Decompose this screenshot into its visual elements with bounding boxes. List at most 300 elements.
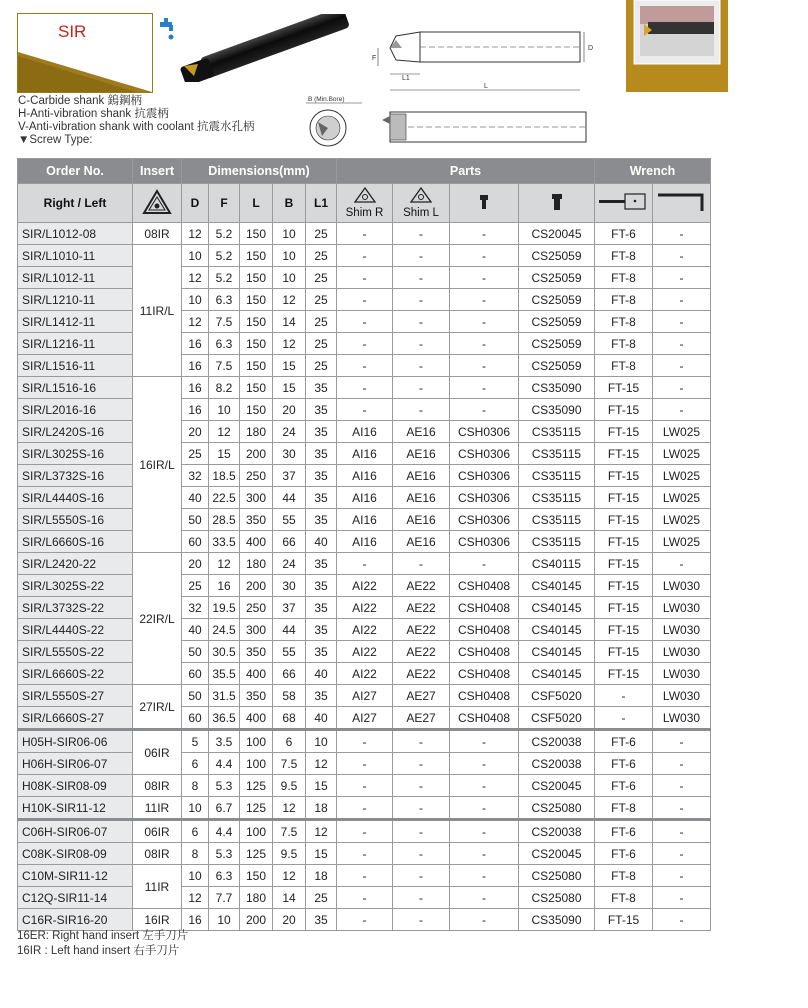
table-row xyxy=(18,641,711,663)
cell-shim-screw: - xyxy=(450,775,519,797)
cell-l1: 40 xyxy=(306,663,337,685)
cell-insert: 08IR xyxy=(133,775,182,797)
cell-torx-wrench: FT-6 xyxy=(595,843,653,865)
cell-shim-screw: - xyxy=(450,909,519,931)
cell-l: 300 xyxy=(240,487,273,509)
cell-l1: 25 xyxy=(306,333,337,355)
header-b: B xyxy=(273,184,306,223)
drawing-l-label: L xyxy=(484,83,488,90)
cell-shim-screw: CSH0306 xyxy=(450,421,519,443)
cell-order-no: C06H-SIR06-07 xyxy=(18,820,133,843)
cell-f: 19.5 xyxy=(209,597,240,619)
cell-l: 150 xyxy=(240,223,273,245)
cell-torx-wrench: FT-15 xyxy=(595,553,653,575)
cell-d: 10 xyxy=(182,865,209,887)
cell-order-no: SIR/L1516-11 xyxy=(18,355,133,377)
cell-shim-screw: CSH0408 xyxy=(450,597,519,619)
cell-clamp-screw: CS20045 xyxy=(519,775,595,797)
cell-clamp-screw: CS35115 xyxy=(519,509,595,531)
cell-clamp-screw: CS35115 xyxy=(519,443,595,465)
cell-d: 8 xyxy=(182,843,209,865)
cell-order-no: SIR/L5550S-27 xyxy=(18,685,133,707)
cell-d: 16 xyxy=(182,909,209,931)
cell-clamp-screw: CS35090 xyxy=(519,399,595,421)
cell-f: 5.3 xyxy=(209,775,240,797)
cell-shim-r: - xyxy=(337,753,393,775)
cell-l: 100 xyxy=(240,820,273,843)
cell-b: 15 xyxy=(273,355,306,377)
cell-f: 10 xyxy=(209,399,240,421)
cell-hex-key: LW030 xyxy=(653,685,711,707)
cell-d: 6 xyxy=(182,753,209,775)
cell-torx-wrench: FT-8 xyxy=(595,355,653,377)
cell-l: 100 xyxy=(240,753,273,775)
table-row xyxy=(18,597,711,619)
cell-b: 14 xyxy=(273,311,306,333)
cell-shim-r: - xyxy=(337,399,393,421)
cell-hex-key: LW025 xyxy=(653,509,711,531)
cell-order-no: H10K-SIR11-12 xyxy=(18,797,133,820)
cell-shim-screw: - xyxy=(450,333,519,355)
cell-b: 37 xyxy=(273,465,306,487)
cell-shim-screw: CSH0306 xyxy=(450,465,519,487)
cell-shim-screw: - xyxy=(450,887,519,909)
cell-l: 100 xyxy=(240,730,273,753)
cell-shim-screw: - xyxy=(450,377,519,399)
cell-torx-wrench: FT-15 xyxy=(595,597,653,619)
cell-hex-key: LW025 xyxy=(653,531,711,553)
clamp-screw-icon xyxy=(551,193,563,211)
cell-hex-key: - xyxy=(653,223,711,245)
header-dimensions: Dimensions(mm) xyxy=(182,159,337,184)
cell-hex-key: - xyxy=(653,865,711,887)
cell-clamp-screw: CS20038 xyxy=(519,820,595,843)
cell-shim-l: - xyxy=(393,245,450,267)
cell-shim-l: AE27 xyxy=(393,685,450,707)
cell-torx-wrench: FT-15 xyxy=(595,465,653,487)
table-row xyxy=(18,267,711,289)
cell-hex-key: LW030 xyxy=(653,597,711,619)
cell-shim-l: - xyxy=(393,553,450,575)
cell-torx-wrench: FT-8 xyxy=(595,245,653,267)
table-row xyxy=(18,575,711,597)
cell-shim-screw: - xyxy=(450,865,519,887)
cell-torx-wrench: FT-15 xyxy=(595,909,653,931)
cell-l: 150 xyxy=(240,355,273,377)
cell-shim-screw: - xyxy=(450,753,519,775)
cell-clamp-screw: CS35090 xyxy=(519,377,595,399)
cell-clamp-screw: CS25059 xyxy=(519,245,595,267)
cell-b: 12 xyxy=(273,333,306,355)
cell-l1: 15 xyxy=(306,843,337,865)
cell-d: 12 xyxy=(182,887,209,909)
cell-l1: 35 xyxy=(306,421,337,443)
series-badge xyxy=(17,13,153,93)
cell-shim-r: - xyxy=(337,820,393,843)
cell-hex-key: LW030 xyxy=(653,663,711,685)
cell-l: 150 xyxy=(240,289,273,311)
cell-shim-r: - xyxy=(337,223,393,245)
cell-shim-r: - xyxy=(337,377,393,399)
cell-b: 15 xyxy=(273,377,306,399)
cell-d: 50 xyxy=(182,685,209,707)
cell-order-no: SIR/L2016-16 xyxy=(18,399,133,421)
cell-hex-key: LW025 xyxy=(653,487,711,509)
cell-l1: 25 xyxy=(306,887,337,909)
cell-b: 66 xyxy=(273,531,306,553)
cell-order-no: H05H-SIR06-06 xyxy=(18,730,133,753)
cell-insert: 16IR/L xyxy=(133,377,182,553)
cell-f: 12 xyxy=(209,421,240,443)
cell-l1: 35 xyxy=(306,465,337,487)
cell-l1: 25 xyxy=(306,245,337,267)
cell-shim-r: AI22 xyxy=(337,641,393,663)
cell-shim-r: - xyxy=(337,245,393,267)
cell-b: 44 xyxy=(273,619,306,641)
cell-order-no: C12Q-SIR11-14 xyxy=(18,887,133,909)
cell-f: 5.2 xyxy=(209,223,240,245)
cell-clamp-screw: CS40145 xyxy=(519,641,595,663)
cell-torx-wrench: FT-6 xyxy=(595,730,653,753)
cell-hex-key: - xyxy=(653,553,711,575)
table-row xyxy=(18,443,711,465)
cell-d: 60 xyxy=(182,707,209,730)
cell-l1: 25 xyxy=(306,355,337,377)
cell-l1: 25 xyxy=(306,267,337,289)
cell-l: 150 xyxy=(240,267,273,289)
table-row xyxy=(18,223,711,245)
cell-b: 30 xyxy=(273,443,306,465)
cell-shim-r: AI27 xyxy=(337,685,393,707)
cell-l1: 18 xyxy=(306,865,337,887)
cell-shim-screw: - xyxy=(450,267,519,289)
cell-d: 16 xyxy=(182,399,209,421)
cell-shim-r: - xyxy=(337,797,393,820)
header-parts: Parts xyxy=(337,159,595,184)
header-hex-key xyxy=(653,184,711,223)
cell-l: 300 xyxy=(240,619,273,641)
cell-shim-l: AE27 xyxy=(393,707,450,730)
bore-cutting-photo xyxy=(626,0,728,92)
header-shim-screw xyxy=(450,184,519,223)
note-screw-type: ▼Screw Type: xyxy=(18,134,93,146)
cell-l1: 35 xyxy=(306,909,337,931)
cell-b: 10 xyxy=(273,223,306,245)
cell-shim-l: - xyxy=(393,355,450,377)
cell-clamp-screw: CSF5020 xyxy=(519,707,595,730)
cell-torx-wrench: FT-15 xyxy=(595,399,653,421)
cell-hex-key: - xyxy=(653,753,711,775)
cell-l1: 35 xyxy=(306,685,337,707)
cell-b: 12 xyxy=(273,797,306,820)
cell-hex-key: - xyxy=(653,377,711,399)
cell-shim-r: AI27 xyxy=(337,707,393,730)
cell-insert: 06IR xyxy=(133,820,182,843)
cell-shim-l: AE16 xyxy=(393,465,450,487)
cell-l1: 18 xyxy=(306,797,337,820)
cell-d: 50 xyxy=(182,641,209,663)
cell-shim-l: - xyxy=(393,377,450,399)
table-row xyxy=(18,553,711,575)
cell-f: 6.3 xyxy=(209,289,240,311)
cell-l1: 35 xyxy=(306,619,337,641)
cell-hex-key: LW025 xyxy=(653,443,711,465)
cell-shim-l: - xyxy=(393,311,450,333)
cell-shim-screw: - xyxy=(450,797,519,820)
cell-clamp-screw: CS35115 xyxy=(519,421,595,443)
cell-clamp-screw: CS35115 xyxy=(519,487,595,509)
cell-torx-wrench: FT-6 xyxy=(595,820,653,843)
cell-shim-l: - xyxy=(393,223,450,245)
cell-hex-key: - xyxy=(653,775,711,797)
cell-f: 35.5 xyxy=(209,663,240,685)
cell-order-no: C08K-SIR08-09 xyxy=(18,843,133,865)
cell-l1: 35 xyxy=(306,487,337,509)
cell-shim-l: AE16 xyxy=(393,443,450,465)
cell-hex-key: - xyxy=(653,887,711,909)
table-row xyxy=(18,245,711,267)
cell-torx-wrench: FT-6 xyxy=(595,775,653,797)
cell-b: 37 xyxy=(273,597,306,619)
cell-shim-r: AI16 xyxy=(337,421,393,443)
cell-l1: 35 xyxy=(306,575,337,597)
cell-d: 60 xyxy=(182,531,209,553)
cell-b: 58 xyxy=(273,685,306,707)
cell-shim-r: - xyxy=(337,289,393,311)
cell-order-no: SIR/L6660S-22 xyxy=(18,663,133,685)
cell-shim-r: - xyxy=(337,887,393,909)
cell-torx-wrench: - xyxy=(595,685,653,707)
cell-d: 16 xyxy=(182,377,209,399)
footnote-left-hand: 16IR : Left hand insert 右手刀片 xyxy=(17,945,180,957)
cell-order-no: SIR/L1012-11 xyxy=(18,267,133,289)
cell-shim-l: AE22 xyxy=(393,575,450,597)
cell-l: 180 xyxy=(240,887,273,909)
spec-table xyxy=(17,158,711,931)
cell-l: 125 xyxy=(240,797,273,820)
cell-order-no: SIR/L3025S-22 xyxy=(18,575,133,597)
cell-shim-l: - xyxy=(393,333,450,355)
cell-torx-wrench: FT-8 xyxy=(595,333,653,355)
cell-shim-r: - xyxy=(337,267,393,289)
header-shim-r xyxy=(337,184,393,223)
table-row xyxy=(18,399,711,421)
cell-d: 40 xyxy=(182,487,209,509)
cell-b: 10 xyxy=(273,267,306,289)
cell-l1: 12 xyxy=(306,820,337,843)
cell-torx-wrench: FT-15 xyxy=(595,663,653,685)
drawing-f-label: F xyxy=(372,55,377,62)
cell-l1: 25 xyxy=(306,311,337,333)
note-anti-vibration-shank: H-Anti-vibration shank 抗震柄 xyxy=(18,108,169,120)
cell-torx-wrench: FT-15 xyxy=(595,619,653,641)
cell-l: 150 xyxy=(240,399,273,421)
cell-hex-key: - xyxy=(653,909,711,931)
cell-shim-r: - xyxy=(337,553,393,575)
cell-order-no: H08K-SIR08-09 xyxy=(18,775,133,797)
cell-clamp-screw: CS35115 xyxy=(519,531,595,553)
cell-hex-key: - xyxy=(653,245,711,267)
footnotes xyxy=(17,929,188,959)
table-row xyxy=(18,487,711,509)
cell-d: 10 xyxy=(182,245,209,267)
cell-shim-l: AE16 xyxy=(393,421,450,443)
cell-b: 66 xyxy=(273,663,306,685)
cell-d: 20 xyxy=(182,553,209,575)
header-insert: Insert xyxy=(133,159,182,184)
note-coolant-shank: V-Anti-vibration shank with coolant 抗震水孔柄 xyxy=(18,121,255,133)
cell-shim-screw: CSH0306 xyxy=(450,531,519,553)
cell-shim-r: AI16 xyxy=(337,487,393,509)
cell-hex-key: LW030 xyxy=(653,707,711,730)
table-row xyxy=(18,663,711,685)
cell-shim-l: - xyxy=(393,753,450,775)
cell-hex-key: - xyxy=(653,267,711,289)
cell-l1: 35 xyxy=(306,399,337,421)
cell-f: 5.2 xyxy=(209,267,240,289)
cell-l: 400 xyxy=(240,707,273,730)
cell-hex-key: - xyxy=(653,355,711,377)
cell-b: 9.5 xyxy=(273,775,306,797)
cell-b: 14 xyxy=(273,887,306,909)
cell-f: 7.7 xyxy=(209,887,240,909)
table-row xyxy=(18,377,711,399)
cell-insert: 11IR xyxy=(133,797,182,820)
shim-screw-icon xyxy=(478,194,490,210)
cell-insert: 16IR xyxy=(133,909,182,931)
cell-shim-screw: - xyxy=(450,289,519,311)
shank-notes xyxy=(18,95,254,147)
cell-l1: 35 xyxy=(306,377,337,399)
table-row xyxy=(18,909,711,931)
cell-d: 25 xyxy=(182,443,209,465)
cell-f: 12 xyxy=(209,553,240,575)
cell-clamp-screw: CS40145 xyxy=(519,619,595,641)
cell-d: 10 xyxy=(182,797,209,820)
header-shim-r-label: Shim R xyxy=(345,207,384,219)
cell-f: 4.4 xyxy=(209,820,240,843)
cell-hex-key: - xyxy=(653,843,711,865)
cell-l: 150 xyxy=(240,865,273,887)
cell-torx-wrench: FT-8 xyxy=(595,865,653,887)
cell-order-no: SIR/L2420-22 xyxy=(18,553,133,575)
header-f: F xyxy=(209,184,240,223)
spec-table-body xyxy=(18,223,711,931)
cell-shim-r: - xyxy=(337,355,393,377)
cell-clamp-screw: CS35090 xyxy=(519,909,595,931)
cell-d: 25 xyxy=(182,575,209,597)
cell-order-no: SIR/L1210-11 xyxy=(18,289,133,311)
cell-l1: 15 xyxy=(306,775,337,797)
cell-order-no: SIR/L6660S-16 xyxy=(18,531,133,553)
cell-b: 68 xyxy=(273,707,306,730)
cell-order-no: SIR/L1516-16 xyxy=(18,377,133,399)
cell-shim-screw: - xyxy=(450,553,519,575)
cell-torx-wrench: FT-15 xyxy=(595,531,653,553)
cell-shim-screw: - xyxy=(450,223,519,245)
hex-key-icon xyxy=(656,191,708,213)
cell-clamp-screw: CS25059 xyxy=(519,333,595,355)
cell-l: 350 xyxy=(240,509,273,531)
cell-d: 8 xyxy=(182,775,209,797)
cell-shim-l: - xyxy=(393,775,450,797)
cell-torx-wrench: FT-15 xyxy=(595,509,653,531)
cell-order-no: SIR/L5550S-16 xyxy=(18,509,133,531)
cell-shim-screw: CSH0306 xyxy=(450,487,519,509)
cell-shim-r: - xyxy=(337,775,393,797)
cell-b: 12 xyxy=(273,289,306,311)
cell-clamp-screw: CS25059 xyxy=(519,311,595,333)
cell-shim-l: - xyxy=(393,797,450,820)
cell-order-no: SIR/L2420S-16 xyxy=(18,421,133,443)
cell-torx-wrench: - xyxy=(595,707,653,730)
cell-torx-wrench: FT-6 xyxy=(595,753,653,775)
cell-clamp-screw: CS25059 xyxy=(519,289,595,311)
cell-f: 5.2 xyxy=(209,245,240,267)
shim-r-icon xyxy=(354,187,376,203)
header-l1: L1 xyxy=(306,184,337,223)
cell-l1: 12 xyxy=(306,753,337,775)
cell-hex-key: LW030 xyxy=(653,619,711,641)
cell-clamp-screw: CS20045 xyxy=(519,843,595,865)
cell-f: 15 xyxy=(209,443,240,465)
cell-l1: 25 xyxy=(306,223,337,245)
cell-order-no: H06H-SIR06-07 xyxy=(18,753,133,775)
header-right-left: Right / Left xyxy=(18,184,133,223)
cell-d: 20 xyxy=(182,421,209,443)
table-row xyxy=(18,531,711,553)
boring-bar-photo xyxy=(168,14,358,82)
cell-clamp-screw: CS20038 xyxy=(519,730,595,753)
cell-shim-r: AI16 xyxy=(337,465,393,487)
cell-clamp-screw: CS25059 xyxy=(519,267,595,289)
cell-f: 28.5 xyxy=(209,509,240,531)
cell-d: 12 xyxy=(182,311,209,333)
cell-torx-wrench: FT-8 xyxy=(595,797,653,820)
cell-f: 3.5 xyxy=(209,730,240,753)
cell-shim-l: - xyxy=(393,843,450,865)
cell-l: 200 xyxy=(240,575,273,597)
cell-f: 8.2 xyxy=(209,377,240,399)
cell-hex-key: - xyxy=(653,399,711,421)
cell-shim-l: AE16 xyxy=(393,487,450,509)
cell-torx-wrench: FT-6 xyxy=(595,223,653,245)
cell-b: 12 xyxy=(273,865,306,887)
cell-d: 6 xyxy=(182,820,209,843)
cell-order-no: SIR/L3732S-22 xyxy=(18,597,133,619)
cell-shim-l: - xyxy=(393,289,450,311)
cell-shim-screw: CSH0408 xyxy=(450,707,519,730)
cell-f: 16 xyxy=(209,575,240,597)
table-row xyxy=(18,820,711,843)
cell-torx-wrench: FT-15 xyxy=(595,421,653,443)
table-row xyxy=(18,797,711,820)
cell-insert: 08IR xyxy=(133,223,182,245)
cell-shim-r: AI16 xyxy=(337,509,393,531)
cell-shim-r: - xyxy=(337,909,393,931)
cell-shim-r: - xyxy=(337,333,393,355)
cell-shim-l: - xyxy=(393,267,450,289)
cell-clamp-screw: CS40145 xyxy=(519,575,595,597)
torx-wrench-icon xyxy=(598,191,650,213)
cell-b: 20 xyxy=(273,909,306,931)
cell-l: 180 xyxy=(240,553,273,575)
cell-b: 7.5 xyxy=(273,753,306,775)
cell-clamp-screw: CS40145 xyxy=(519,663,595,685)
cell-order-no: C10M-SIR11-12 xyxy=(18,865,133,887)
cell-f: 6.3 xyxy=(209,333,240,355)
table-row xyxy=(18,465,711,487)
